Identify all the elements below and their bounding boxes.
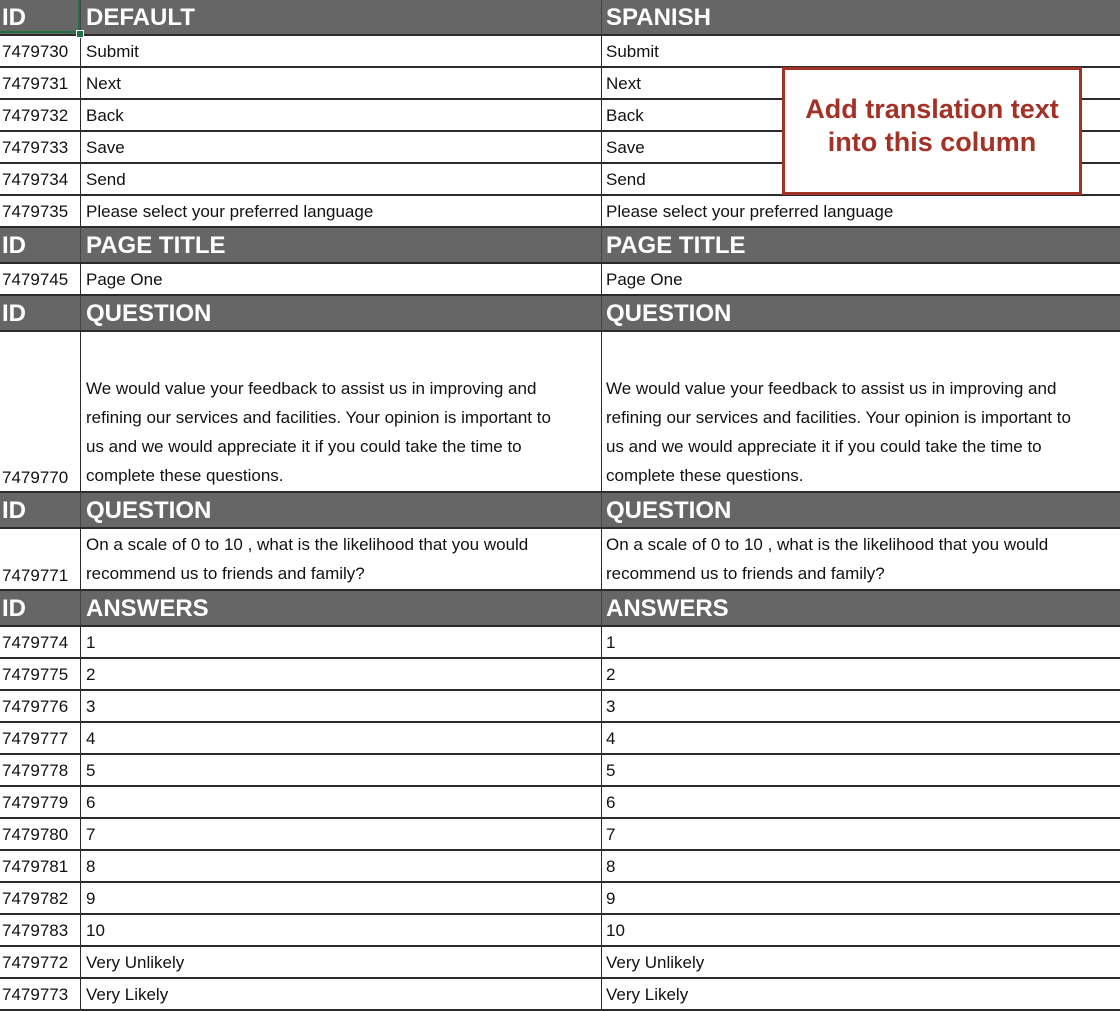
cell-id[interactable]: 7479782 [0,883,81,913]
header-cell-spanish[interactable]: ANSWERS [606,594,729,622]
header-cell-default[interactable]: QUESTION [81,493,602,527]
table-row [0,196,1120,228]
cell-default[interactable] [81,529,602,589]
cell-default[interactable]: 6 [81,787,602,817]
cell-spanish[interactable]: Very Likely [606,985,689,1004]
cell-spanish[interactable]: 3 [606,697,616,716]
cell-spanish[interactable]: 2 [606,665,616,684]
cell-id[interactable]: 7479777 [0,723,81,753]
cell-default[interactable]: Very Likely [81,979,602,1009]
cell-text-line: We would value your feedback to assist us in improving and [606,379,1057,398]
cell-id[interactable]: 7479780 [0,819,81,849]
cell-text-line: refining our services and facilities. Your opinion is important to [606,408,1071,427]
table-row [0,691,1120,723]
header-cell-spanish[interactable]: QUESTION [606,496,732,524]
cell-text-line: We would value your feedback to assist us in improving and [86,379,537,398]
cell-default[interactable]: Please select your preferred language [81,196,602,226]
cell-spanish[interactable]: Back [606,106,644,125]
header-cell-default[interactable]: QUESTION [81,296,602,330]
cell-text-line: On a scale of 0 to 10 , what is the likelihood that you would [606,535,1049,554]
table-row [0,819,1120,851]
cell-default[interactable]: 5 [81,755,602,785]
cell-spanish[interactable]: 7 [606,825,616,844]
cell-default[interactable]: 10 [81,915,602,945]
header-cell-spanish[interactable]: QUESTION [606,299,732,327]
cell-spanish[interactable]: 5 [606,761,616,780]
cell-default[interactable]: Save [81,132,602,162]
cell-id[interactable]: 7479783 [0,915,81,945]
cell-id[interactable]: 7479773 [0,979,81,1009]
table-row [0,851,1120,883]
cell-id[interactable]: 7479733 [0,132,81,162]
cell-id[interactable]: 7479745 [0,264,81,294]
section-header-row [0,228,1120,264]
cell-spanish[interactable]: 8 [606,857,616,876]
table-row [0,36,1120,68]
cell-default[interactable]: Next [81,68,602,98]
header-cell-id[interactable]: ID [0,228,81,262]
cell-default[interactable]: Send [81,164,602,194]
cell-id[interactable]: 7479732 [0,100,81,130]
cell-text-line: us and we would appreciate it if you could take the time to [606,437,1042,456]
cell-id[interactable]: 7479781 [0,851,81,881]
section-header-row [0,0,1120,36]
cell-spanish[interactable]: Please select your preferred language [606,202,894,221]
cell-text-line: refining our services and facilities. Your opinion is important to [86,408,551,427]
cell-spanish[interactable]: Page One [606,270,683,289]
cell-default[interactable]: 8 [81,851,602,881]
active-cell-border [78,0,80,33]
cell-id[interactable]: 7479774 [0,627,81,657]
section-header-row [0,493,1120,529]
section-header-row [0,591,1120,627]
header-cell-id[interactable]: ID [0,296,81,330]
cell-spanish[interactable]: 1 [606,633,616,652]
header-cell-id[interactable]: ID [0,591,81,625]
table-row [0,627,1120,659]
cell-default[interactable]: Very Unlikely [81,947,602,977]
cell-spanish[interactable]: 6 [606,793,616,812]
cell-default[interactable] [81,332,602,491]
cell-id[interactable]: 7479730 [0,36,81,66]
cell-spanish[interactable]: Submit [606,42,659,61]
header-cell-default[interactable]: PAGE TITLE [81,228,602,262]
cell-spanish[interactable]: Very Unlikely [606,953,705,972]
table-row [0,755,1120,787]
callout-text: Add translation text into this column [805,94,1059,157]
table-row [0,264,1120,296]
cell-id[interactable]: 7479775 [0,659,81,689]
translation-callout-box [782,67,1082,195]
cell-id[interactable]: 7479734 [0,164,81,194]
table-row [0,883,1120,915]
header-cell-id[interactable]: ID [0,0,81,34]
cell-text-line: On a scale of 0 to 10 , what is the likelihood that you would [86,535,529,554]
table-row [0,915,1120,947]
cell-id[interactable]: 7479731 [0,68,81,98]
cell-default[interactable]: 7 [81,819,602,849]
header-cell-default[interactable]: DEFAULT [81,0,602,34]
table-row [0,659,1120,691]
table-row [0,332,1120,493]
cell-spanish[interactable]: 4 [606,729,616,748]
cell-default[interactable]: 9 [81,883,602,913]
cell-id[interactable]: 7479770 [0,332,81,491]
cell-spanish[interactable]: 9 [606,889,616,908]
cell-text-line: complete these questions. [86,466,284,485]
active-cell-fill-handle[interactable] [0,31,80,37]
header-cell-id[interactable]: ID [0,493,81,527]
cell-text-line: recommend us to friends and family? [86,564,365,583]
cell-default[interactable]: 4 [81,723,602,753]
cell-text-line: complete these questions. [606,466,804,485]
section-header-row [0,296,1120,332]
cell-default[interactable]: Back [81,100,602,130]
cell-id[interactable]: 7479772 [0,947,81,977]
cell-spanish[interactable] [602,332,1120,491]
table-row [0,723,1120,755]
cell-default[interactable]: 2 [81,659,602,689]
cell-text-line: us and we would appreciate it if you could take the time to [86,437,522,456]
header-cell-spanish[interactable]: PAGE TITLE [606,231,746,259]
table-row [0,979,1120,1011]
cell-spanish[interactable]: 10 [606,921,625,940]
cell-id[interactable]: 7479778 [0,755,81,785]
cell-id[interactable]: 7479771 [0,529,81,589]
table-row [0,787,1120,819]
header-cell-default[interactable]: ANSWERS [81,591,602,625]
cell-default[interactable]: 3 [81,691,602,721]
cell-id[interactable]: 7479776 [0,691,81,721]
cell-spanish[interactable]: Send [606,170,646,189]
cell-spanish[interactable] [602,529,1120,589]
cell-id[interactable]: 7479735 [0,196,81,226]
cell-spanish[interactable]: Next [606,74,641,93]
cell-spanish[interactable]: Save [606,138,645,157]
table-row [0,529,1120,591]
header-cell-spanish[interactable]: SPANISH [606,3,711,31]
cell-default[interactable]: 1 [81,627,602,657]
cell-default[interactable]: Page One [81,264,602,294]
table-row [0,947,1120,979]
cell-default[interactable]: Submit [81,36,602,66]
cell-id[interactable]: 7479779 [0,787,81,817]
cell-text-line: recommend us to friends and family? [606,564,885,583]
